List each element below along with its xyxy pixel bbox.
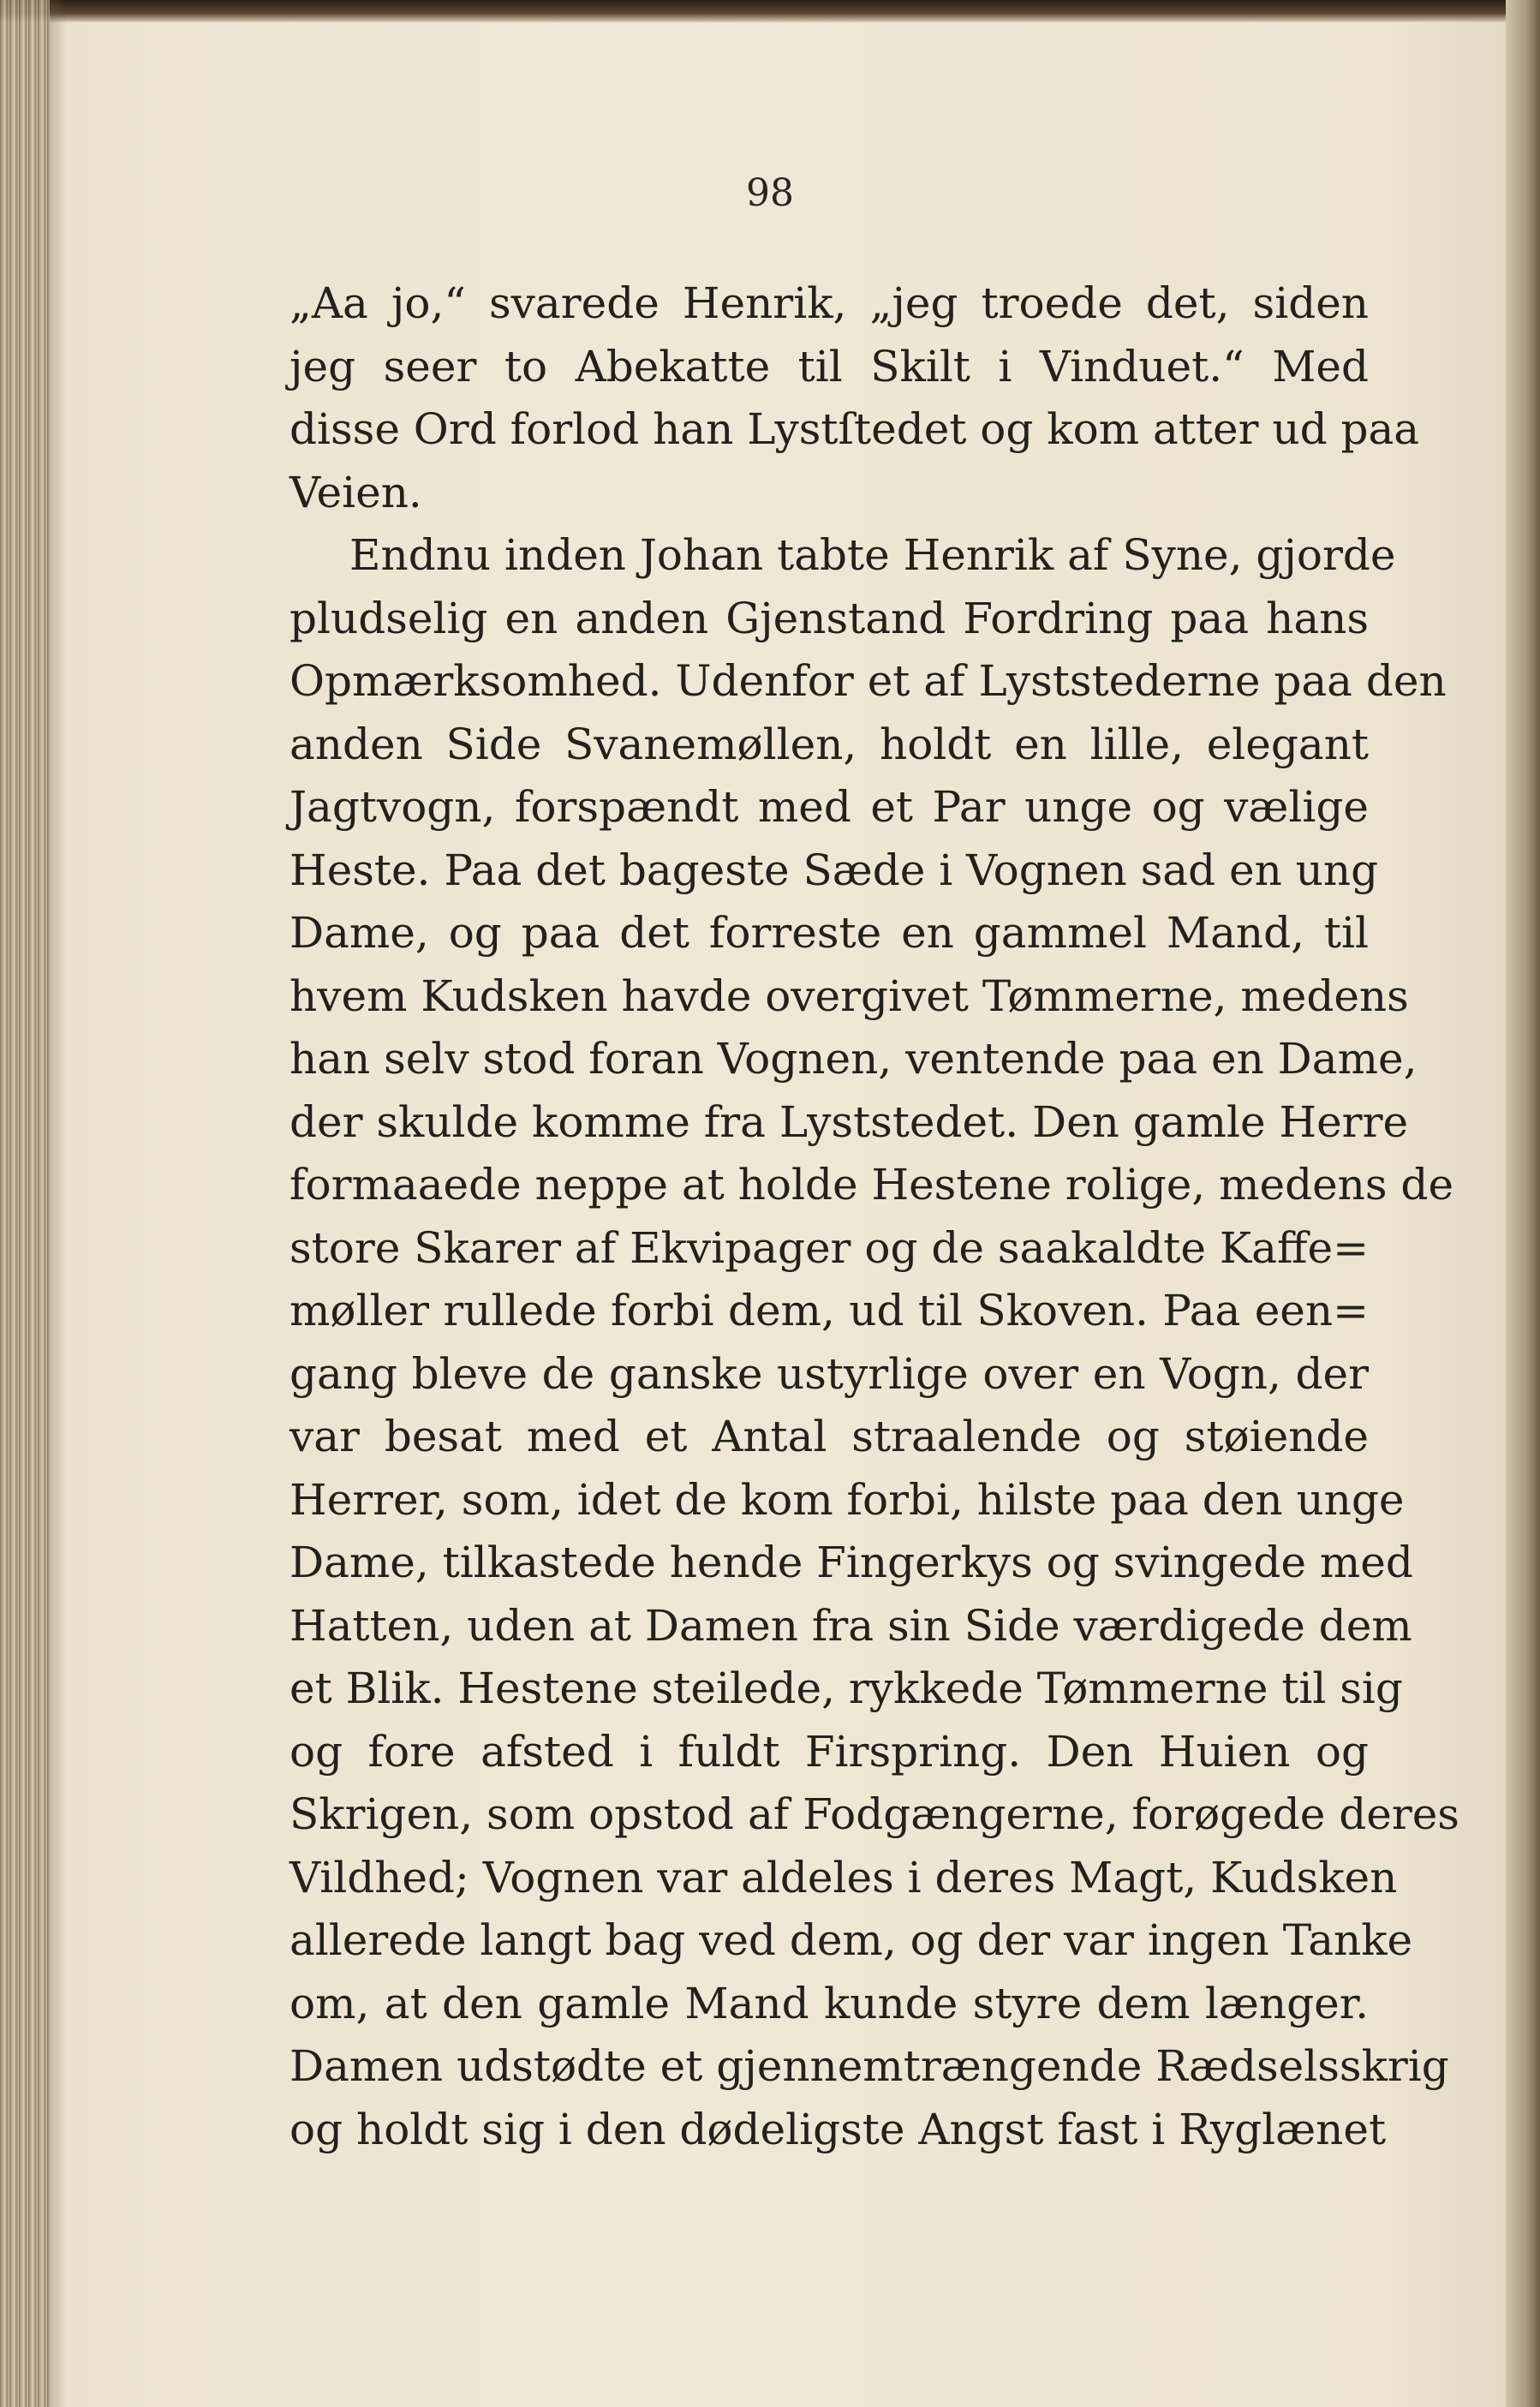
text-line: og holdt sig i den dødeligste Angst fast i Ryglænet xyxy=(289,2104,1387,2154)
text-line: Vildhed; Vognen var aldeles i deres Magt, Kudsken xyxy=(289,1852,1398,1902)
text-line: Damen udstødte et gjennemtrængende Rædselsskrig xyxy=(289,2041,1449,2091)
text-line: Endnu inden Johan tabte Henrik af Syne, gjorde xyxy=(349,530,1396,580)
text-line: hvem Kudsken havde overgivet Tømmerne, medens xyxy=(289,971,1409,1021)
page-right-edge xyxy=(1506,0,1540,2407)
text-line: Jagtvogn, forspændt med et Par unge og vælige xyxy=(289,782,1369,832)
text-line: allerede langt bag ved dem, og der var ingen Tanke xyxy=(289,1915,1413,1965)
book-spine-edge xyxy=(0,0,50,2407)
text-line: store Skarer af Ekvipager og de saakaldte Kaffe= xyxy=(289,1222,1369,1273)
text-line: „Aa jo,“ svarede Henrik, „jeg troede det, siden xyxy=(289,278,1369,328)
text-line: Herrer, som, idet de kom forbi, hilste paa den unge xyxy=(289,1474,1405,1525)
text-line: og fore afsted i fuldt Firspring. Den Huien og xyxy=(289,1726,1369,1777)
text-line: jeg seer to Abekatte til Skilt i Vinduet.“ Med xyxy=(289,341,1369,391)
text-line: Dame, tilkastede hende Fingerkys og svingede med xyxy=(289,1538,1413,1587)
text-line: pludselig en anden Gjenstand Fordring paa hans xyxy=(289,593,1369,643)
page-body-text xyxy=(289,272,1459,2161)
text-line: der skulde komme fra Lyststedet. Den gamle Herre xyxy=(289,1096,1409,1147)
text-line: han selv stod foran Vognen, ventende paa en Dame, xyxy=(289,1034,1418,1084)
text-line: et Blik. Hestene steilede, rykkede Tømmerne til sig xyxy=(289,1663,1403,1713)
text-line: Veien. xyxy=(289,467,422,517)
text-line: disse Ord forlod han Lystſtedet og kom atter ud paa xyxy=(289,404,1420,454)
text-line: Hatten, uden at Damen fra sin Side værdigede dem xyxy=(289,1600,1412,1651)
text-line: gang bleve de ganske ustyrlige over en Vogn, der xyxy=(289,1348,1369,1399)
text-line: formaaede neppe at holde Hestene rolige, medens de xyxy=(289,1160,1454,1209)
page-number: 98 xyxy=(746,171,794,215)
text-line: Opmærksomhed. Udenfor et af Lyststederne paa den xyxy=(289,656,1447,706)
text-line: Skrigen, som opstod af Fodgængerne, forøgede deres xyxy=(289,1789,1459,1839)
text-line: Heste. Paa det bageste Sæde i Vognen sad en ung xyxy=(289,845,1379,895)
text-line: møller rullede forbi dem, ud til Skoven. Paa een= xyxy=(289,1286,1369,1335)
text-line: anden Side Svanemøllen, holdt en lille, elegant xyxy=(289,719,1369,769)
text-line: Dame, og paa det forreste en gammel Mand, til xyxy=(289,908,1369,958)
page-top-edge xyxy=(0,0,1540,22)
text-line: var besat med et Antal straalende og støiende xyxy=(289,1412,1369,1461)
text-line: om, at den gamle Mand kunde styre dem længer. xyxy=(289,1978,1369,2028)
